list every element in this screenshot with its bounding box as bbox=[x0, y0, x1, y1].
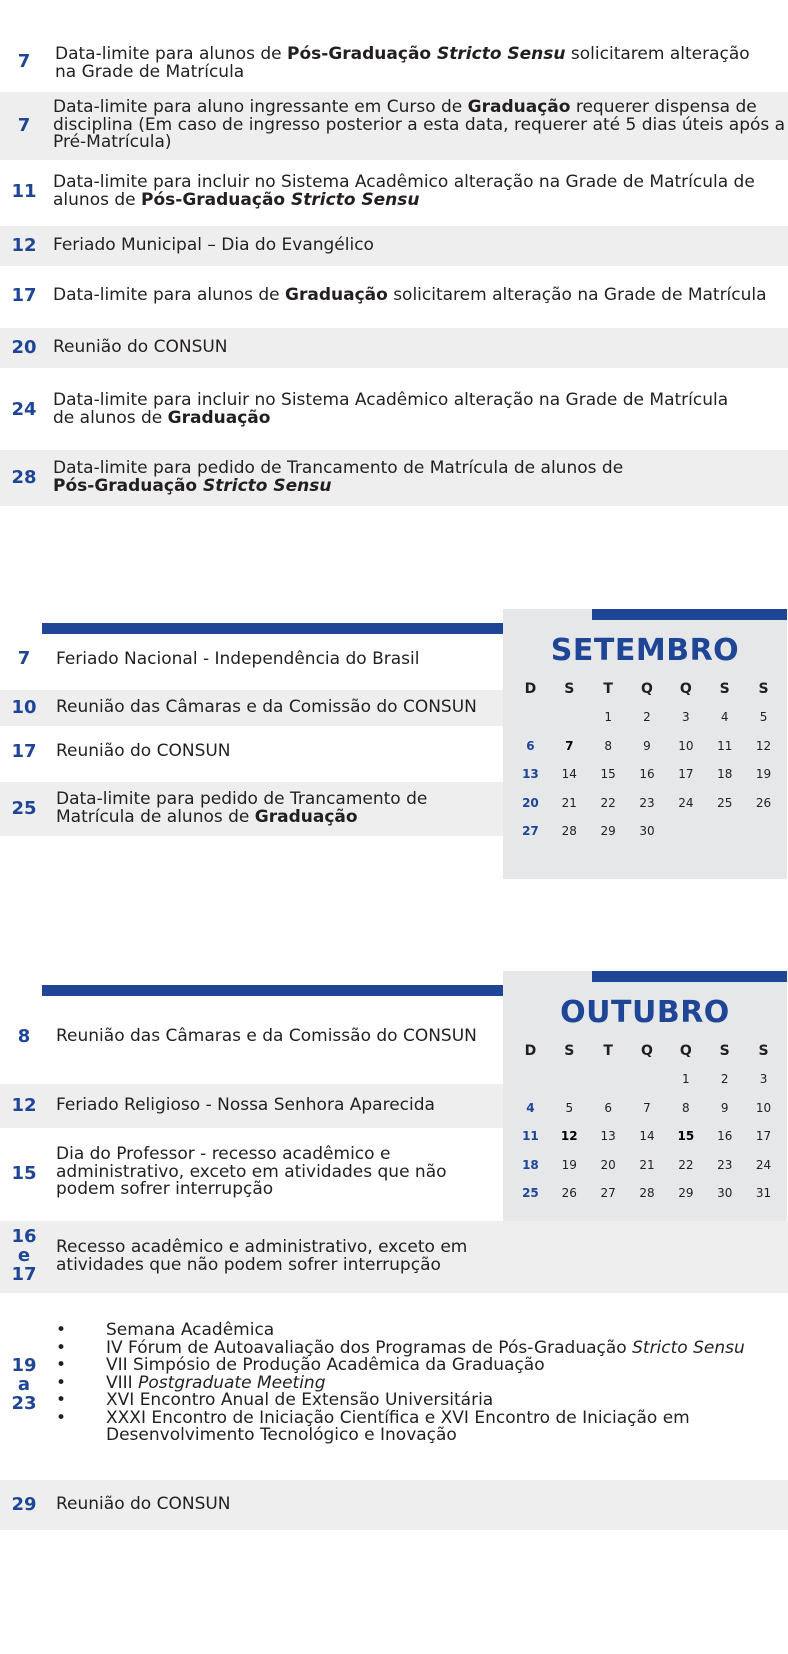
calendar-day: 10 bbox=[678, 738, 694, 753]
calendar-day: 28 bbox=[561, 824, 577, 838]
calendar-accent-bar bbox=[592, 609, 787, 620]
calendar-day: 23 bbox=[639, 795, 655, 810]
calendar-day: 26 bbox=[755, 795, 772, 810]
event-day: 20 bbox=[11, 337, 37, 358]
event-text bbox=[53, 174, 755, 209]
calendar-day: 9 bbox=[720, 1100, 729, 1115]
calendar-blank bbox=[511, 1065, 550, 1094]
calendar-day: 19 bbox=[561, 1157, 577, 1172]
bullet-item bbox=[56, 1407, 745, 1445]
text-run: na Grade de Matrícula bbox=[55, 61, 245, 82]
calendar-day: 30 bbox=[717, 1186, 733, 1200]
event-day: 7 bbox=[17, 115, 31, 136]
calendar-day: 7 bbox=[565, 738, 574, 753]
text-run: Graduação bbox=[254, 806, 358, 827]
calendar-day: 11 bbox=[717, 738, 733, 753]
text-run: Pós-Graduação bbox=[287, 44, 438, 64]
event-row bbox=[0, 782, 503, 836]
weekday-header: D bbox=[524, 681, 537, 697]
calendar-day: 19 bbox=[755, 767, 772, 781]
text-run: podem sofrer interrupção bbox=[56, 1179, 274, 1199]
calendar-blank bbox=[550, 1065, 589, 1094]
event-row bbox=[0, 1480, 788, 1530]
calendar-day: 5 bbox=[759, 710, 768, 724]
text-run: Stricto Sensu bbox=[291, 189, 420, 210]
text-run: Feriado Religioso - Nossa Senhora Aparecida bbox=[56, 1095, 435, 1115]
event-day: 24 bbox=[11, 399, 37, 420]
event-row bbox=[0, 160, 788, 224]
text-run: administrativo, exceto em atividades que não bbox=[56, 1161, 447, 1182]
calendar-day: 20 bbox=[600, 1157, 616, 1172]
event-text bbox=[56, 1239, 467, 1274]
event-text bbox=[53, 392, 728, 427]
calendar-day: 27 bbox=[600, 1186, 616, 1200]
text-run: solicitarem alteração na Grade de Matrícula bbox=[387, 285, 767, 305]
text-run: Stricto Sensu bbox=[437, 44, 566, 64]
calendar-day: 13 bbox=[600, 1129, 616, 1143]
text-run: Feriado Municipal – Dia do Evangélico bbox=[53, 235, 374, 255]
text-run: VII Simpósio de Produção Acadêmica da Graduação bbox=[106, 1355, 545, 1375]
calendar-day: 22 bbox=[600, 795, 616, 810]
text-run: Data-limite para incluir no Sistema Acadêmico alteração na Grade de Matrícula bbox=[53, 390, 729, 410]
calendar-day: 1 bbox=[604, 710, 612, 724]
calendar-day: 24 bbox=[755, 1157, 772, 1172]
text-run: Desenvolvimento Tecnológico e Inovação bbox=[106, 1425, 457, 1445]
calendar-day: 5 bbox=[565, 1100, 574, 1115]
calendar-blank bbox=[628, 1065, 667, 1094]
calendar-grid bbox=[511, 675, 783, 846]
calendar-day: 16 bbox=[639, 767, 655, 781]
calendar-day: 13 bbox=[522, 767, 539, 781]
calendar-october bbox=[503, 971, 787, 1239]
event-text bbox=[56, 699, 477, 717]
event-day: 8 bbox=[17, 1026, 31, 1047]
calendar-day: 23 bbox=[717, 1157, 733, 1172]
calendar-day: 18 bbox=[522, 1157, 539, 1172]
text-run: Data-limite para aluno ingressante em Curso de bbox=[53, 97, 468, 117]
text-run: Stricto Sensu bbox=[203, 475, 332, 496]
event-row bbox=[0, 1016, 500, 1058]
weekday-header: S bbox=[719, 681, 730, 697]
calendar-day: 4 bbox=[720, 710, 729, 724]
event-text bbox=[53, 287, 767, 305]
text-run: Semana Acadêmica bbox=[106, 1320, 275, 1340]
month-title: SETEMBRO bbox=[550, 633, 740, 668]
weekday-header: Q bbox=[641, 1043, 653, 1059]
calendar-day: 27 bbox=[522, 824, 539, 838]
event-text bbox=[55, 46, 750, 81]
event-row bbox=[0, 38, 788, 88]
header-bar bbox=[42, 985, 542, 996]
event-text bbox=[56, 743, 231, 761]
calendar-day: 31 bbox=[755, 1186, 772, 1200]
event-day: 19 a 23 bbox=[11, 1355, 37, 1414]
text-run: Data-limite para pedido de Trancamento de bbox=[56, 789, 428, 809]
calendar-day: 21 bbox=[639, 1157, 655, 1172]
text-run: Data-limite para pedido de Trancamento de Matrícula de alunos de bbox=[53, 458, 624, 478]
text-run: Reunião das Câmaras e da Comissão do CONSUN bbox=[56, 1026, 477, 1046]
event-day: 16 e 17 bbox=[11, 1226, 37, 1285]
text-run: Pós-Graduação bbox=[53, 475, 204, 496]
event-day: 7 bbox=[17, 51, 31, 72]
weekday-header: S bbox=[564, 1043, 575, 1059]
event-row bbox=[0, 1312, 788, 1458]
calendar-blank bbox=[550, 703, 589, 732]
calendar-day: 11 bbox=[522, 1129, 539, 1143]
event-day: 15 bbox=[11, 1163, 37, 1184]
calendar-day: 25 bbox=[522, 1186, 539, 1200]
calendar-day: 16 bbox=[717, 1129, 733, 1143]
text-run: atividades que não podem sofrer interrupção bbox=[56, 1254, 441, 1275]
calendar-day: 26 bbox=[561, 1186, 577, 1200]
calendar-day: 7 bbox=[643, 1100, 651, 1115]
text-run: Graduação bbox=[167, 407, 271, 428]
weekday-header: S bbox=[564, 681, 575, 697]
month-title: OUTUBRO bbox=[560, 995, 730, 1030]
calendar-day: 6 bbox=[604, 1100, 612, 1115]
event-row bbox=[0, 1132, 500, 1218]
text-run: disciplina (Em caso de ingresso posterior a esta data, requerer até 5 dias úteis após a bbox=[53, 114, 786, 135]
calendar-blank bbox=[511, 703, 550, 732]
calendar-day: 6 bbox=[526, 738, 535, 753]
event-day: 25 bbox=[11, 798, 37, 819]
text-run: Data-limite para alunos de bbox=[53, 285, 286, 305]
calendar-september bbox=[503, 609, 787, 879]
event-day: 12 bbox=[11, 235, 37, 256]
header-bar bbox=[42, 623, 542, 634]
event-row bbox=[0, 732, 500, 772]
calendar-day: 24 bbox=[678, 795, 694, 810]
event-row bbox=[0, 328, 788, 368]
event-row bbox=[0, 690, 503, 726]
text-run: Reunião das Câmaras e da Comissão do CONSUN bbox=[56, 697, 477, 717]
text-run: Reunião do CONSUN bbox=[56, 741, 231, 761]
weekday-header: S bbox=[758, 681, 769, 697]
text-run: IV Fórum de Autoavaliação dos Programas de Pós-Graduação bbox=[106, 1337, 633, 1358]
calendar-day: 4 bbox=[526, 1100, 535, 1115]
event-text bbox=[56, 1028, 477, 1046]
calendar-day: 12 bbox=[560, 1129, 578, 1143]
event-text bbox=[53, 339, 228, 357]
text-run: Reunião do CONSUN bbox=[53, 337, 228, 357]
text-run: requerer dispensa de bbox=[570, 97, 757, 117]
text-run: Pós-Graduação bbox=[141, 189, 292, 210]
event-row bbox=[0, 268, 788, 324]
calendar-day: 29 bbox=[600, 824, 616, 838]
event-row bbox=[0, 1084, 503, 1128]
text-run: Matrícula de alunos de bbox=[56, 806, 255, 827]
event-day: 28 bbox=[11, 467, 37, 488]
calendar-day: 2 bbox=[720, 1072, 729, 1086]
event-row bbox=[0, 92, 788, 160]
calendar-day: 20 bbox=[522, 795, 539, 810]
calendar-grid bbox=[511, 1037, 783, 1208]
text-run: Recesso acadêmico e administrativo, exceto em bbox=[56, 1237, 468, 1257]
calendar-day: 3 bbox=[759, 1072, 768, 1086]
text-run: de alunos de bbox=[53, 407, 168, 428]
text-run: XXXI Encontro de Iniciação Científica e XVI Encontro de Iniciação em bbox=[106, 1407, 690, 1428]
calendar-day: 17 bbox=[678, 767, 694, 781]
event-row bbox=[0, 226, 788, 266]
event-row bbox=[0, 370, 788, 446]
text-run: Dia do Professor - recesso acadêmico e bbox=[56, 1144, 391, 1164]
calendar-day: 14 bbox=[639, 1129, 655, 1143]
calendar-day: 29 bbox=[678, 1186, 694, 1200]
weekday-header: D bbox=[524, 1043, 537, 1059]
event-text bbox=[53, 460, 623, 495]
text-run: Data-limite para alunos de bbox=[55, 44, 288, 64]
event-text bbox=[56, 791, 427, 826]
calendar-day: 30 bbox=[639, 824, 655, 838]
text-run: Reunião do CONSUN bbox=[56, 1494, 231, 1514]
weekday-header: Q bbox=[679, 681, 692, 697]
calendar-day: 1 bbox=[682, 1072, 690, 1086]
weekday-header: Q bbox=[641, 681, 653, 697]
text-run: Pré-Matrícula) bbox=[53, 132, 172, 152]
event-day: 17 bbox=[11, 285, 37, 306]
event-text bbox=[56, 1496, 231, 1514]
event-row bbox=[0, 450, 788, 506]
event-day: 11 bbox=[11, 181, 37, 202]
event-text bbox=[56, 1097, 435, 1115]
text-run: Feriado Nacional - Independência do Brasil bbox=[56, 649, 420, 669]
calendar-day: 14 bbox=[561, 767, 577, 781]
calendar-day: 2 bbox=[643, 710, 651, 724]
weekday-header: S bbox=[719, 1043, 730, 1059]
event-text bbox=[53, 237, 374, 255]
calendar-blank bbox=[589, 1065, 628, 1094]
calendar-day: 8 bbox=[604, 738, 612, 753]
weekday-header: S bbox=[758, 1043, 769, 1059]
event-row bbox=[0, 640, 500, 678]
event-text bbox=[53, 99, 785, 152]
calendar-accent-bar bbox=[592, 971, 787, 982]
text-run: XVI Encontro Anual de Extensão Universitária bbox=[106, 1390, 494, 1410]
event-row bbox=[0, 1221, 788, 1293]
text-run: Graduação bbox=[285, 285, 388, 305]
text-run: Data-limite para incluir no Sistema Acadêmico alteração na Grade de Matrícula de bbox=[53, 172, 755, 192]
text-run: alunos de bbox=[53, 189, 142, 210]
event-day: 17 bbox=[11, 741, 37, 762]
text-run: solicitarem alteração bbox=[565, 44, 750, 64]
calendar-day: 8 bbox=[682, 1100, 690, 1115]
weekday-header: T bbox=[603, 681, 613, 697]
text-run: Postgraduate Meeting bbox=[138, 1372, 326, 1393]
text-run: VIII bbox=[106, 1372, 139, 1393]
event-bullet-list bbox=[56, 1322, 745, 1445]
text-run: Stricto Sensu bbox=[632, 1337, 745, 1358]
text-run: Graduação bbox=[467, 97, 571, 117]
calendar-day: 21 bbox=[561, 795, 577, 810]
event-text bbox=[56, 1146, 447, 1199]
weekday-header: T bbox=[603, 1043, 613, 1059]
calendar-day: 17 bbox=[755, 1129, 772, 1143]
event-day: 29 bbox=[11, 1494, 37, 1515]
event-day: 7 bbox=[17, 648, 31, 669]
event-day: 10 bbox=[11, 697, 37, 718]
calendar-day: 3 bbox=[682, 710, 690, 724]
event-text bbox=[56, 651, 419, 669]
calendar-day: 10 bbox=[755, 1100, 772, 1115]
calendar-day: 15 bbox=[600, 767, 616, 781]
weekday-header: Q bbox=[679, 1043, 692, 1059]
calendar-day: 12 bbox=[755, 738, 772, 753]
calendar-day: 9 bbox=[643, 738, 651, 753]
calendar-day: 22 bbox=[678, 1157, 694, 1172]
event-day: 12 bbox=[11, 1095, 37, 1116]
calendar-day: 28 bbox=[639, 1186, 655, 1200]
calendar-day: 25 bbox=[717, 795, 733, 810]
calendar-day: 18 bbox=[717, 767, 733, 781]
calendar-day: 15 bbox=[677, 1129, 695, 1143]
